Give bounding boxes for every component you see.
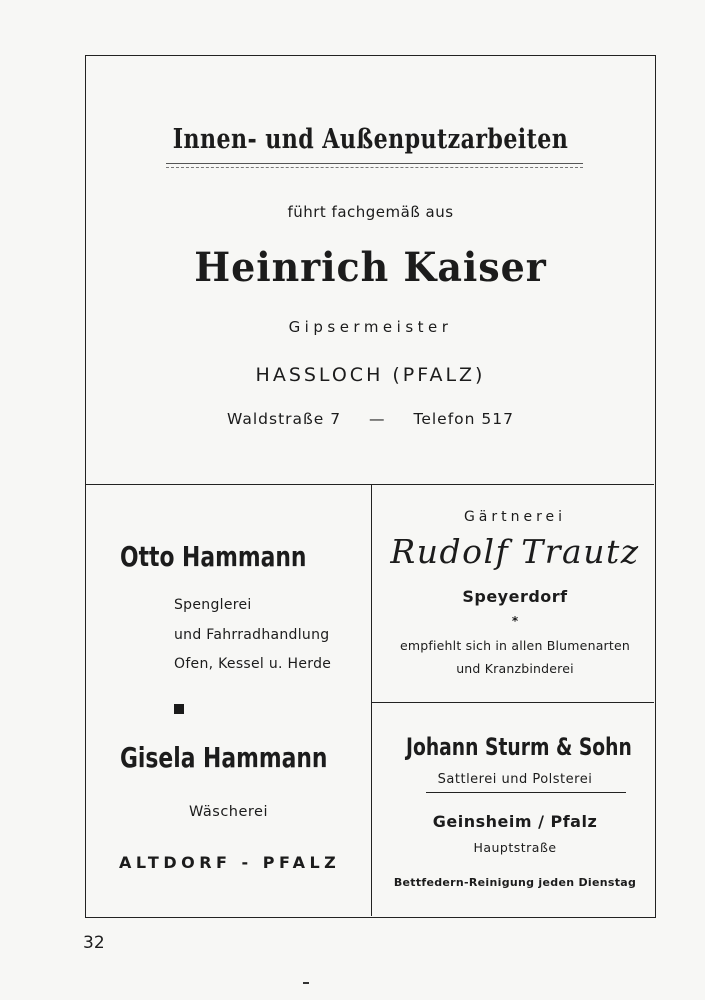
main-address [86, 410, 655, 428]
star-icon: * [511, 614, 519, 628]
left-city: ALTDORF - PFALZ [119, 853, 341, 872]
right-bottom-name: Johann Sturm & Sohn [406, 733, 632, 761]
left-item-3: Ofen, Kessel u. Herde [174, 656, 332, 672]
main-street: Waldstraße 7 [227, 410, 342, 428]
right-top-label: Gärtnerei [463, 509, 567, 525]
main-intro: führt fachgemäß aus [287, 203, 454, 221]
main-heading: Innen- und Außenputzarbeiten [172, 124, 569, 155]
main-phone: Telefon 517 [413, 410, 514, 428]
right-bottom-street: Hauptstraße [473, 840, 557, 855]
right-top-signature: Rudolf Trautz [390, 532, 640, 571]
main-title: Gipsermeister [288, 318, 453, 336]
trade-underline [426, 792, 626, 793]
left-item-1: Spenglerei [174, 597, 252, 613]
right-top-line-1: empfiehlt sich in allen Blumenarten [399, 638, 631, 653]
left-name-1: Otto Hammann [120, 540, 307, 573]
column-divider [371, 484, 372, 916]
page-frame [85, 55, 656, 918]
main-company-name: Heinrich Kaiser [194, 244, 547, 291]
right-bottom-place: Geinsheim / Pfalz [432, 812, 598, 831]
square-bullet-icon [174, 704, 184, 714]
left-service-2: Wäscherei [188, 804, 269, 820]
page-number: 32 [83, 933, 105, 953]
heading-underline-dashed [166, 167, 583, 168]
right-bottom-note: Bettfedern-Reinigung jeden Dienstag [393, 876, 637, 889]
right-top-place: Speyerdorf [462, 587, 568, 606]
main-city: HASSLOCH (PFALZ) [255, 364, 486, 386]
heading-underline [166, 163, 583, 164]
right-column-divider [371, 702, 654, 703]
section-divider [86, 484, 654, 485]
print-mark [303, 982, 309, 984]
right-bottom-trade: Sattlerei und Polsterei [437, 772, 593, 787]
left-item-2: und Fahrradhandlung [174, 627, 330, 643]
left-name-2: Gisela Hammann [120, 741, 328, 774]
address-separator: — [369, 410, 386, 428]
right-top-line-2: und Kranzbinderei [456, 661, 574, 676]
